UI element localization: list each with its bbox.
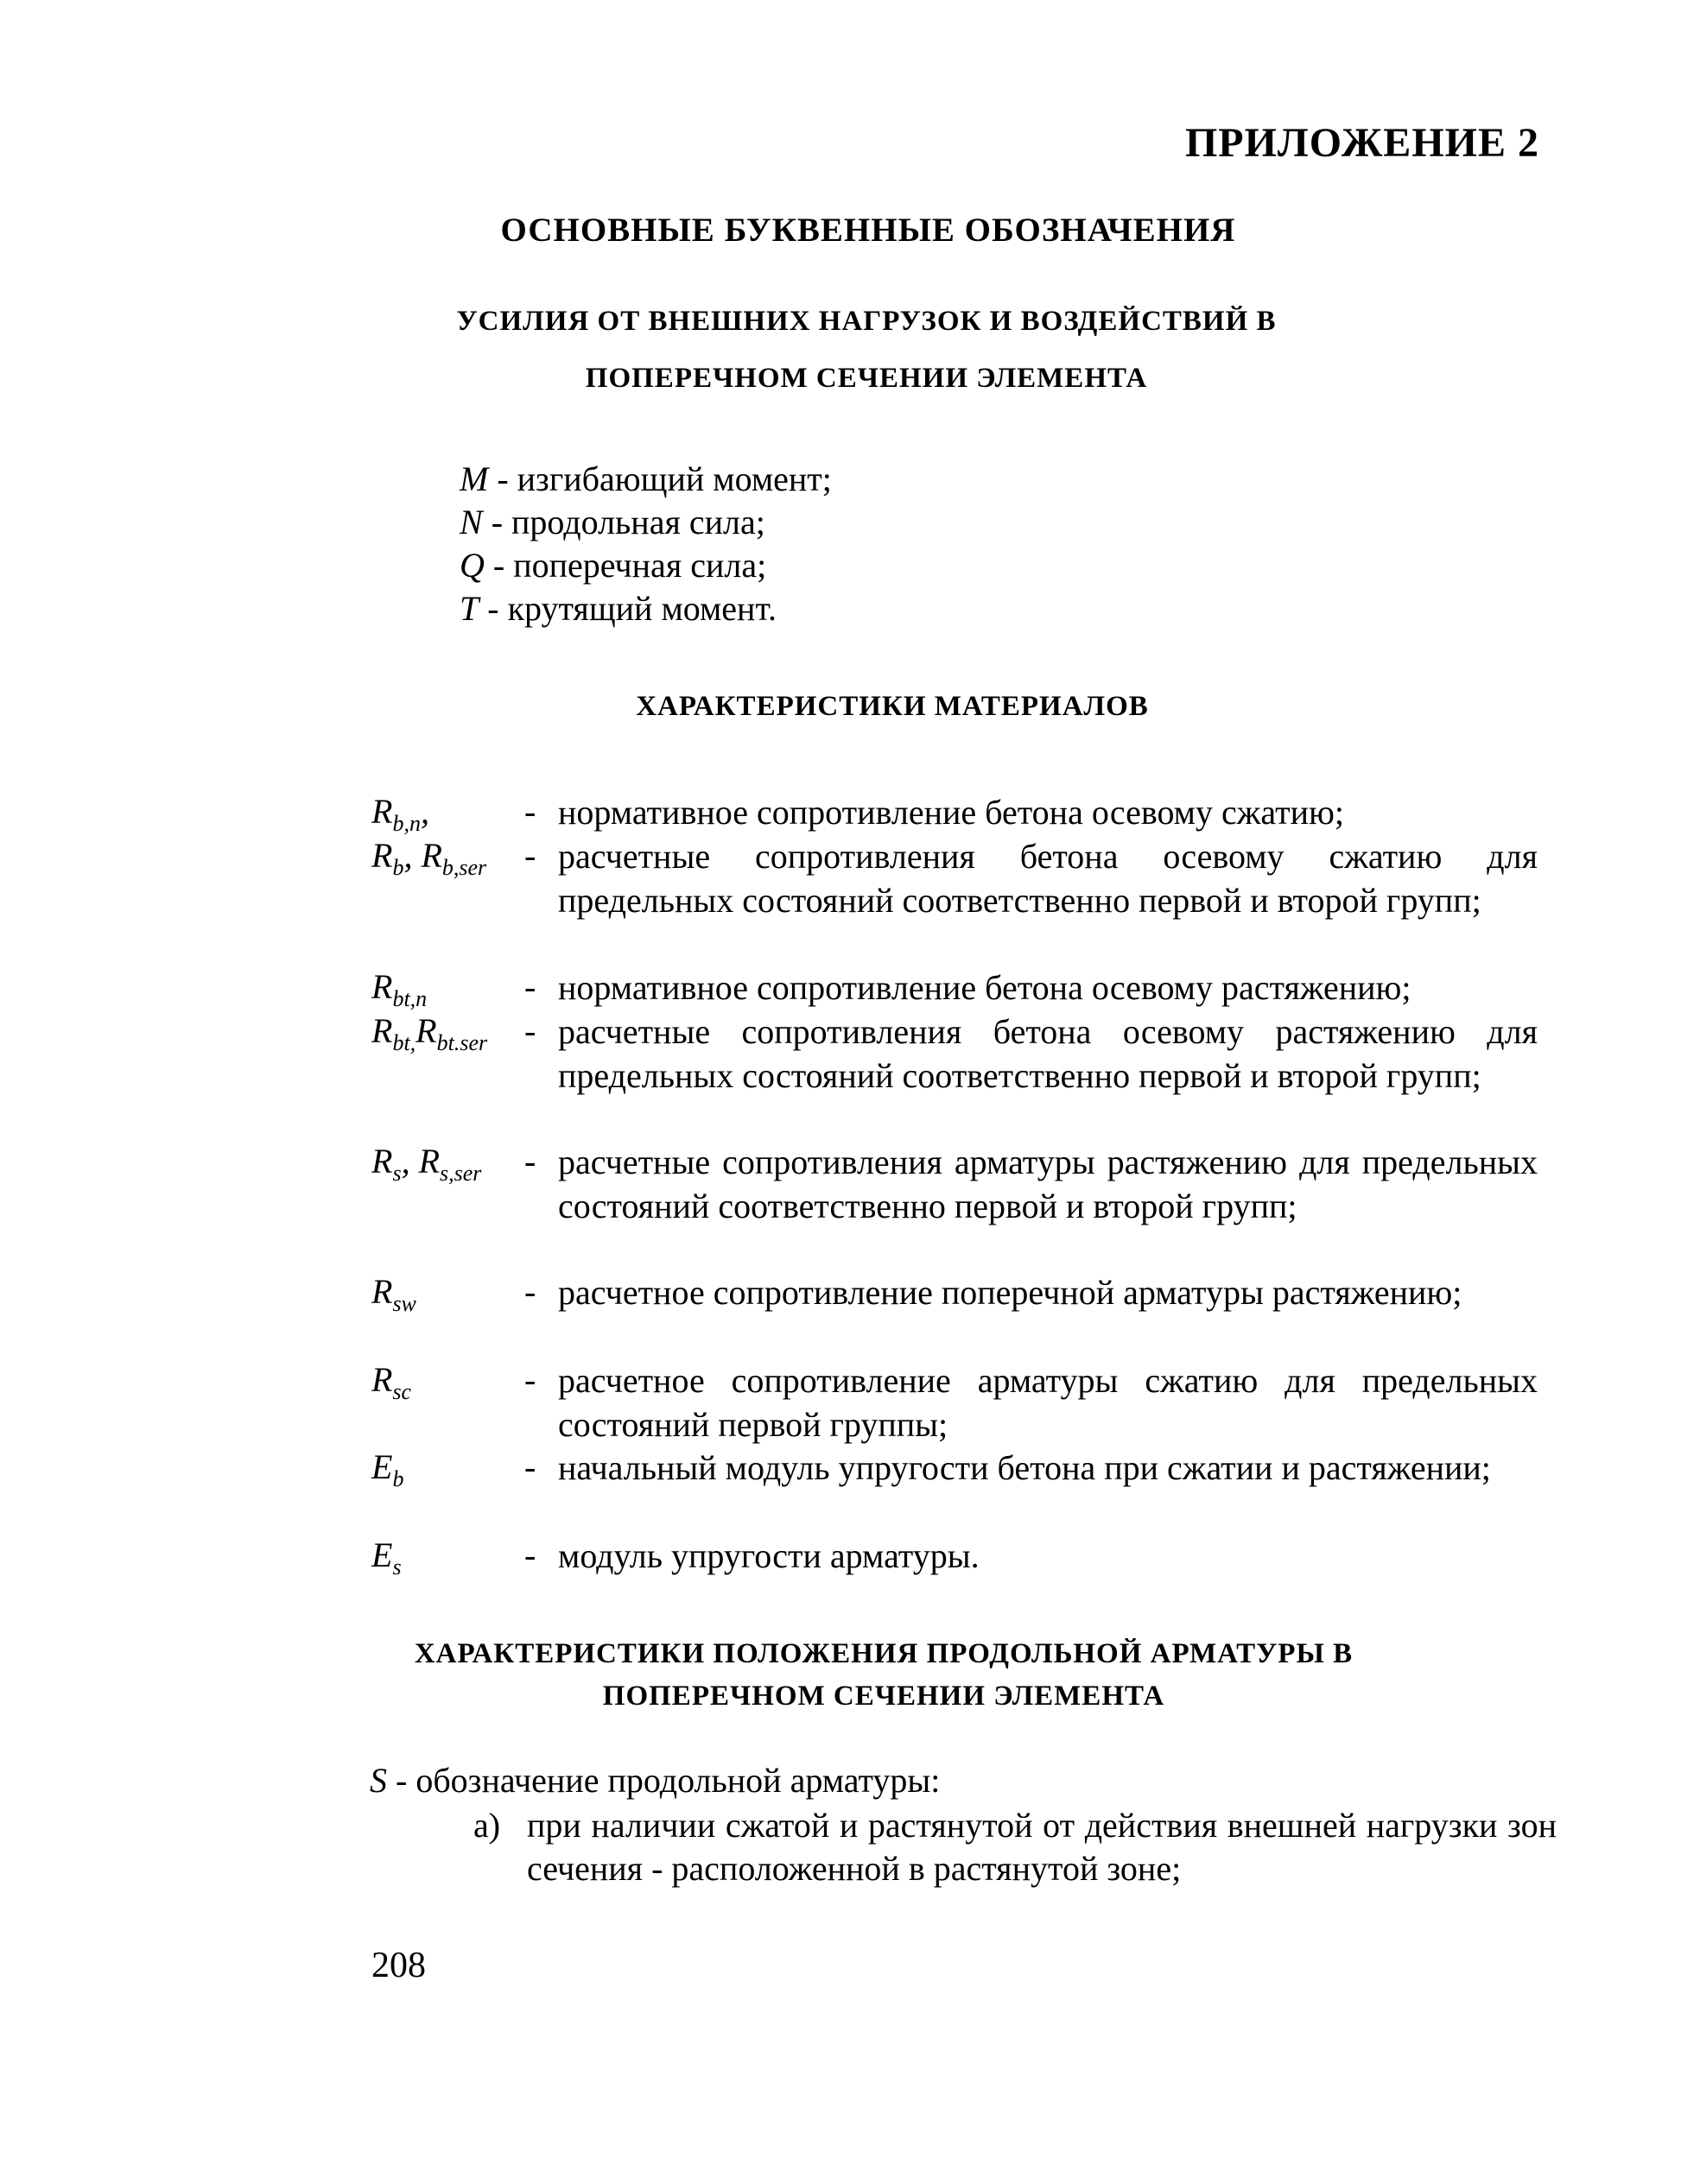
list-item-text: при наличии сжатой и растянутой от действия внешней нагрузки зон сечения - расположенной в растянутой зоне;	[527, 1806, 1557, 1888]
material-description: нормативное сопротивление бетона осевому растяжению;	[558, 968, 1411, 1007]
page-number: 208	[371, 1946, 426, 1985]
position-heading-line1: ХАРАКТЕРИСТИКИ ПОЛОЖЕНИЯ ПРОДОЛЬНОЙ АРМАТУРЫ В	[414, 1638, 1354, 1669]
material-symbol: $R_{b,n}$,	[371, 792, 429, 836]
main-title: ОСНОВНЫЕ БУКВЕННЫЕ ОБОЗНАЧЕНИЯ	[500, 212, 1236, 249]
material-symbol: $R_{sc}$	[371, 1360, 412, 1404]
material-description: расчетные сопротивления бетона осевому сжатию для предельных состояний соответственно первой и второй групп;	[558, 837, 1538, 920]
material-symbol: $R_{bt,n}$	[371, 967, 428, 1011]
material-description: расчетные сопротивления бетона осевому растяжению для предельных состояний соответственно первой и второй групп;	[558, 1012, 1538, 1095]
material-description: нормативное сопротивление бетона осевому сжатию;	[558, 793, 1344, 832]
forces-heading-line1: УСИЛИЯ ОТ ВНЕШНИХ НАГРУЗОК И ВОЗДЕЙСТВИЙ В	[456, 306, 1277, 337]
list-marker: а)	[473, 1806, 501, 1845]
materials-heading: ХАРАКТЕРИСТИКИ МАТЕРИАЛОВ	[636, 691, 1149, 722]
s-definition: S - обозначение продольной арматуры:	[370, 1761, 941, 1800]
appendix-label: ПРИЛОЖЕНИЕ 2	[1184, 120, 1539, 166]
material-description: расчетное сопротивление поперечной арматуры растяжению;	[558, 1273, 1462, 1312]
material-description: расчетное сопротивление арматуры сжатию для предельных состояний первой группы;	[558, 1361, 1538, 1444]
material-description: модуль упругости арматуры.	[558, 1536, 980, 1575]
position-heading-line2: ПОПЕРЕЧНОМ СЕЧЕНИИ ЭЛЕМЕНТА	[602, 1681, 1165, 1712]
material-description: начальный модуль упругости бетона при сжатии и растяжении;	[558, 1448, 1491, 1487]
force-item: N - продольная сила;	[460, 503, 765, 541]
material-description: расчетные сопротивления арматуры растяжению для предельных состояний соответственно первой и второй групп;	[558, 1143, 1538, 1225]
material-symbol: $E_s$	[371, 1535, 402, 1579]
material-symbol: $R_{bt,}R_{bt.ser}$	[371, 1011, 488, 1055]
document-page: ПРИЛОЖЕНИЕ 2 ОСНОВНЫЕ БУКВЕННЫЕ ОБОЗНАЧЕНИЯ УСИЛИЯ ОТ ВНЕШНИХ НАГРУЗОК И ВОЗДЕЙСТВИЙ В ПОПЕРЕЧНОМ СЕЧЕНИИ ЭЛЕМЕНТА M - изгибающий момент; N - продольная сила; Q - поперечная сила; T - крутящий момент. ХАРАКТЕРИСТИКИ МАТЕРИАЛОВ $R_{b,n}$, - нормативное сопротивление бетона осевому сжатию; $R_b$, $R_{b,ser}$ - расчетные сопротивления бетона осевому сжатию для предельных состояний соответственно первой и второй групп; $R_{bt,n}$ - нормативное сопротивление бетона осевому растяжению; $R_{bt,}R_{bt.ser}$ - расчетные сопротивления бетона осевому растяжению для предельных состояний соответственно первой и второй групп; $R_s$, $R_{s,ser}$ - расчетные сопротивления арматуры растяжению для предельных состояний соответственно первой и второй групп; $R_{sw}$ - расчетное сопротивление поперечной арматуры растяжению; $R_{sc}$ - расчетное сопротивление арматуры сжатию для предельных состояний первой группы; $E_b$ - начальный модуль упругости бетона при сжатии и растяжении; $E_s$ - модуль упругости арматуры. ХАРАКТЕРИСТИКИ ПОЛОЖЕНИЯ ПРОДОЛЬНОЙ АРМАТУРЫ В ПОПЕРЕЧНОМ СЕЧЕНИИ ЭЛЕМЕНТА S - обозначение продольной арматуры: а) при наличии сжатой и растянутой от действия внешней нагрузки зон сечения - расположенной в растянутой зоне; 208	[0, 0, 1681, 2184]
force-item: T - крутящий момент.	[460, 589, 777, 628]
material-symbol: $R_{sw}$	[371, 1272, 416, 1316]
material-symbol: $E_b$	[371, 1447, 404, 1491]
material-symbol: $R_s$, $R_{s,ser}$	[371, 1142, 482, 1186]
forces-list	[460, 458, 832, 630]
material-symbol: $R_b$, $R_{b,ser}$	[371, 836, 487, 880]
force-item: M - изгибающий момент;	[460, 459, 832, 498]
force-item: Q - поперечная сила;	[460, 546, 767, 585]
forces-heading-line2: ПОПЕРЕЧНОМ СЕЧЕНИИ ЭЛЕМЕНТА	[585, 363, 1148, 394]
